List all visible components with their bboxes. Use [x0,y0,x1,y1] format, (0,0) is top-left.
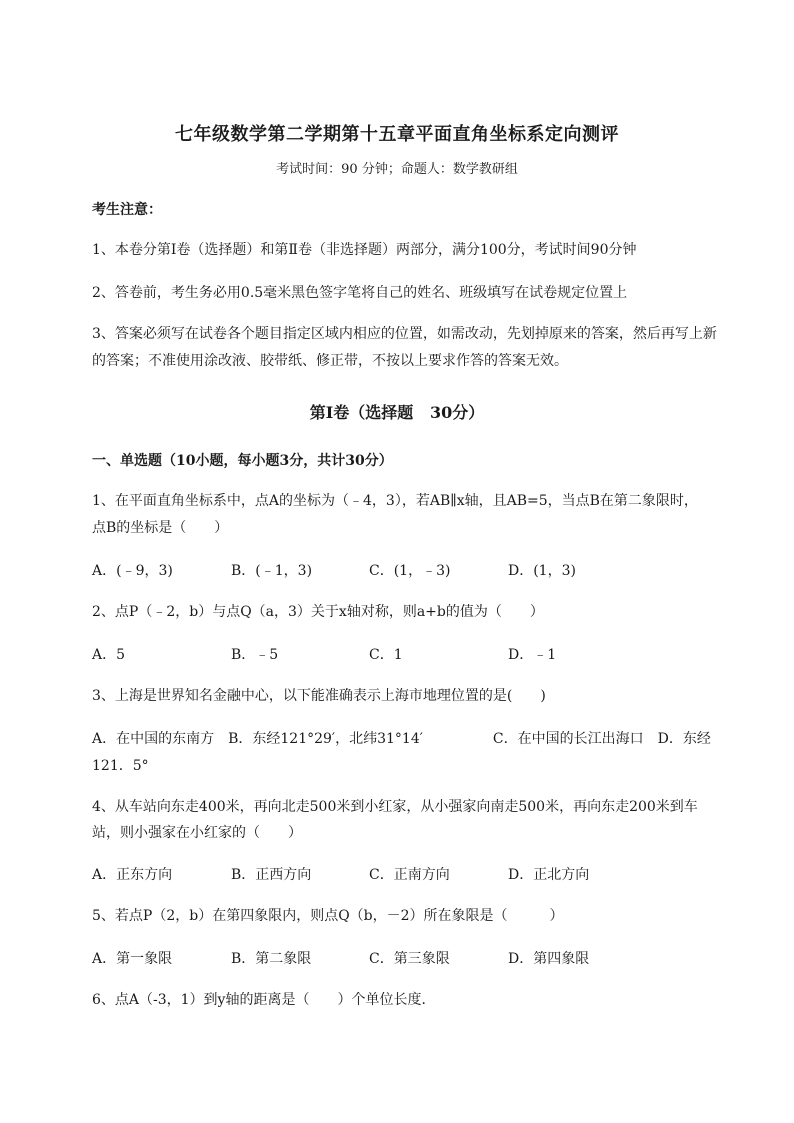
option-c[interactable]: C．1 [369,647,403,663]
question-1-line-2: 点B的坐标是（ ） [92,520,229,536]
question-4-line-2: 站，则小强家在小红家的（ ） [92,825,302,841]
question-3-options-cont: 121．5° [92,758,149,774]
option-a[interactable]: A．(﹣9，3) [92,563,173,579]
option-a[interactable]: A．5 [92,647,126,663]
notice-item-3: 3、答案必须写在试卷各个题目指定区域内相应的位置，如需改动，先划掉原来的答案，然后再写上新 [92,326,717,342]
option-d[interactable]: D．﹣1 [508,647,557,663]
question-2-line-1: 2、点P（﹣2，b）与点Q（a，3）关于x轴对称，则a+b的值为（ ） [92,604,544,620]
option-d[interactable]: D．第四象限 [508,951,590,967]
question-6-line-1: 6、点A（-3，1）到y轴的距离是（ ）个单位长度． [92,992,436,1008]
option-b[interactable]: B．﹣5 [231,647,279,663]
question-4-options [92,865,742,885]
question-3-options[interactable]: A．在中国的东南方 B．东经121°29′，北纬31°14′ C．在中国的长江出海口 D．东经 [92,731,711,747]
notice-item-1: 1、本卷分第Ⅰ卷（选择题）和第Ⅱ卷（非选择题）两部分，满分100分，考试时间90分钟 [92,242,637,258]
question-4-line-1: 4、从车站向东走400米，再向北走500米到小红家，从小强家向南走500米，再向东走200米到车 [92,799,698,815]
option-b[interactable]: B．正西方向 [231,867,312,883]
notice-heading: 考生注意： [92,202,162,218]
option-a[interactable]: A．第一象限 [92,951,173,967]
notice-item-2: 2、答卷前，考生务必用0.5毫米黑色签字笔将自己的姓名、班级填写在试卷规定位置上 [92,285,628,301]
question-5-line-1: 5、若点P（2，b）在第四象限内，则点Q（b，－2）所在象限是（ ） [92,908,564,924]
part-heading: 一、单选题（10小题，每小题3分，共计30分） [92,453,393,469]
notice-item-3-cont: 的答案；不准使用涂改液、胶带纸、修正带，不按以上要求作答的答案无效。 [92,353,568,369]
option-c[interactable]: C．第三象限 [369,951,450,967]
option-c[interactable]: C．(1，﹣3) [369,563,451,579]
section-title: 第Ⅰ卷（选择题 30分） [309,403,485,422]
option-b[interactable]: B．第二象限 [231,951,312,967]
question-5-options [92,949,742,969]
option-a[interactable]: A．正东方向 [92,867,173,883]
exam-subtitle: 考试时间：90 分钟；命题人：数学教研组 [276,162,518,177]
question-1-line-1: 1、在平面直角坐标系中，点A的坐标为（﹣4，3），若AB∥x轴，且AB=5，当点B在第二象限时， [92,493,698,509]
option-c[interactable]: C．正南方向 [369,867,450,883]
question-3-line-1: 3、上海是世界知名金融中心，以下能准确表示上海市地理位置的是( ) [92,688,546,704]
option-d[interactable]: D．正北方向 [508,867,590,883]
option-d[interactable]: D．(1，3) [508,563,576,579]
option-b[interactable]: B．(﹣1，3) [231,563,313,579]
question-1-options [92,561,742,581]
exam-title: 七年级数学第二学期第十五章平面直角坐标系定向测评 [175,124,619,145]
question-2-options [92,645,742,665]
